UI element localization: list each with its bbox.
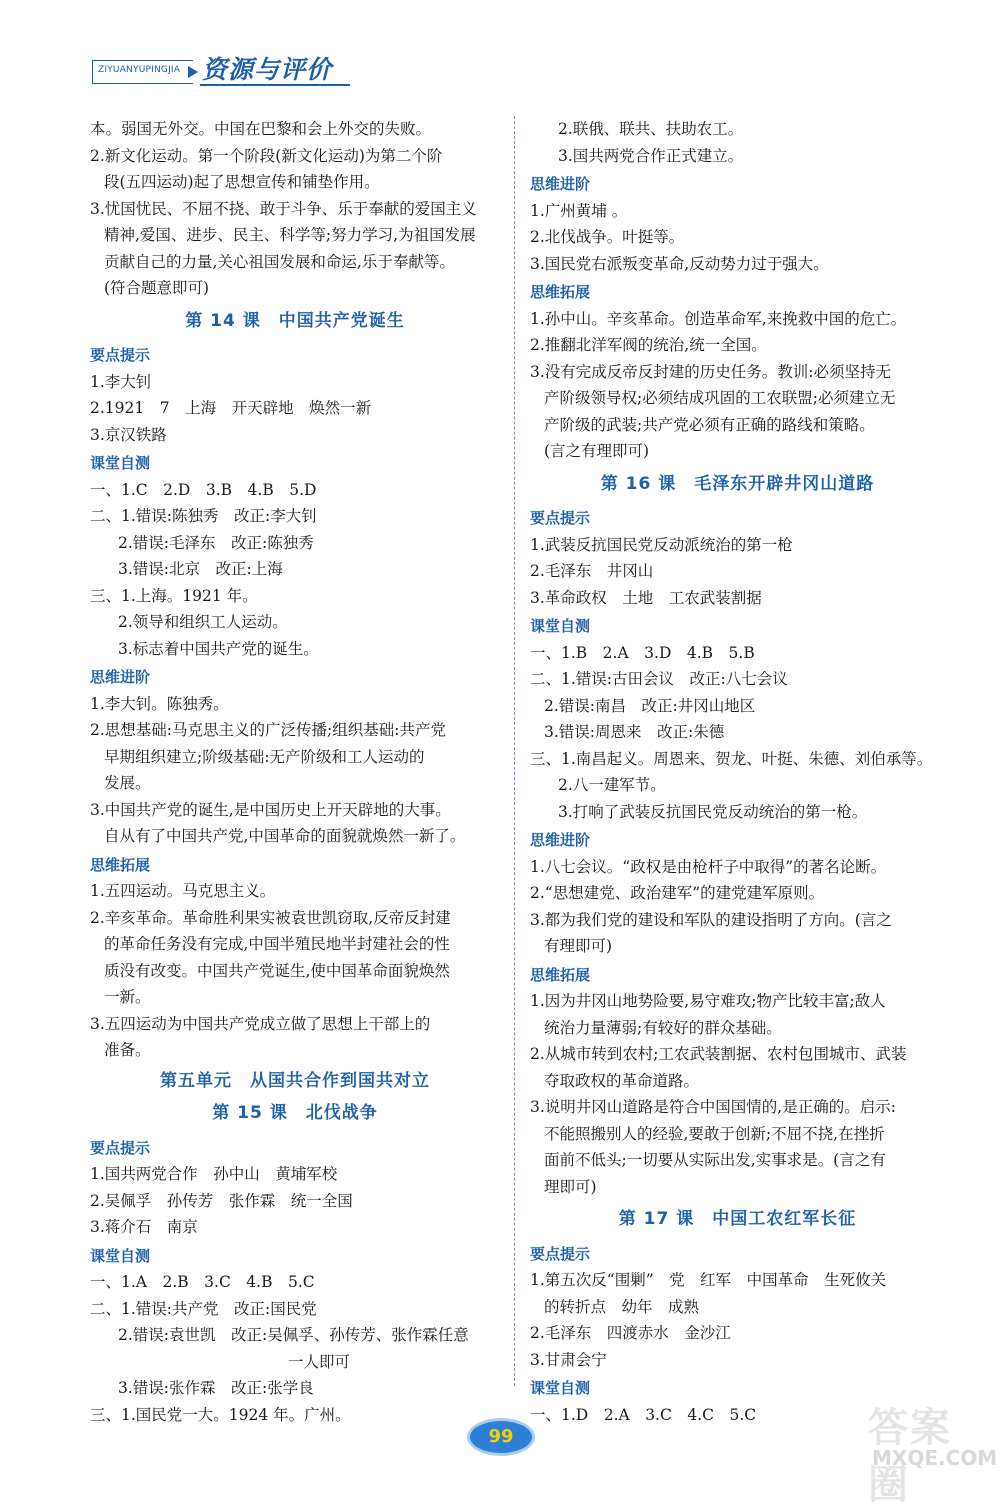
unit-title: 第五单元 从国共合作到国共对立	[160, 1070, 430, 1091]
answer-line: 本。弱国无外交。中国在巴黎和会上外交的失败。	[90, 120, 432, 138]
answer-line: 面前不低头;一切要从实际出发,实事求是。(言之有	[544, 1151, 886, 1169]
section-heading: 思维进阶	[530, 175, 591, 193]
answer-line: 2.毛泽东 井冈山	[530, 562, 654, 580]
answer-line: 1.李大钊。陈独秀。	[90, 694, 229, 713]
lesson-title: 第 16 课 毛泽东开辟井冈山道路	[600, 473, 875, 494]
column-divider	[514, 116, 515, 1386]
answer-line: 3.错误:北京 改正:上海	[118, 560, 283, 578]
answer-line: 二、1.错误:陈独秀 改正:李大钊	[90, 507, 317, 525]
answer-line: 2.错误:南昌 改正:井冈山地区	[544, 696, 756, 715]
answer-line: 二、1.错误:共产党 改正:国民党	[90, 1299, 317, 1318]
section-heading: 思维拓展	[530, 965, 591, 984]
answer-line: (符合题意即可)	[104, 279, 210, 297]
answer-line: 2.思想基础:马克思主义的广泛传播;组织基础:共产党	[90, 721, 446, 739]
answer-line: 2.毛泽东 四渡赤水 金沙江	[530, 1324, 731, 1342]
watermark-text-top: 答案圈	[868, 1405, 952, 1508]
answer-line: 1.八七会议。“政权是由枪杆子中取得”的著名论断。	[530, 857, 887, 876]
lesson-title: 第 15 课 北伐战争	[212, 1103, 378, 1123]
answer-line: 3.忧国忧民、不屈不挠、敢于斗争、乐于奉献的爱国主义	[90, 199, 477, 218]
answer-line: 2.新文化运动。第一个阶段(新文化运动)为第二个阶	[90, 146, 443, 165]
answer-line: 3.都为我们党的建设和军队的建设指明了方向。(言之	[530, 910, 892, 929]
watermark-logo	[862, 1396, 998, 1508]
answer-line: 2.错误:毛泽东 改正:陈独秀	[118, 533, 314, 552]
answer-line: 1.国共两党合作 孙中山 黄埔军校	[90, 1165, 338, 1183]
answer-line: 3.五四运动为中国共产党成立做了思想上干部上的	[90, 1014, 431, 1033]
section-heading: 课堂自测	[90, 454, 151, 472]
answer-line: 2.辛亥革命。革命胜利果实被袁世凯窃取,反帝反封建	[90, 908, 451, 927]
section-heading: 课堂自测	[530, 1379, 591, 1397]
section-heading: 要点提示	[90, 346, 151, 364]
answer-line: (言之有理即可)	[544, 442, 650, 460]
answer-line: 1.第五次反“围剿” 党 红军 中国革命 生死攸关	[530, 1271, 887, 1289]
answer-line: 有理即可)	[544, 937, 613, 955]
answer-line: 2.从城市转到农村;工农武装割据、农村包围城市、武装	[530, 1045, 907, 1063]
page-header	[92, 48, 352, 94]
lesson-title: 第 14 课 中国共产党诞生	[185, 310, 405, 331]
answer-line: 自从有了中国共产党,中国革命的面貌就焕然一新了。	[104, 827, 466, 845]
page-number-badge	[470, 1421, 532, 1453]
answer-line: 一、1.A 2.B 3.C 4.B 5.C	[90, 1273, 315, 1291]
answer-line: 二、1.错误:古田会议 改正:八七会议	[530, 670, 788, 688]
answer-line: 2.领导和组织工人运动。	[118, 613, 288, 631]
answer-line: 3.没有完成反帝反封建的历史任务。教训:必须坚持无	[530, 362, 892, 381]
answer-line: 3.标志着中国共产党的诞生。	[118, 639, 319, 658]
section-heading: 要点提示	[530, 1244, 591, 1263]
header-title: 资源与评价	[202, 55, 333, 84]
answer-line: 早期组织建立;阶级基础:无产阶级和工人运动的	[104, 747, 425, 766]
answer-line: 一、1.C 2.D 3.B 4.B 5.D	[90, 480, 317, 499]
section-heading: 思维拓展	[90, 855, 151, 874]
answer-line: 3.中国共产党的诞生,是中国历史上开天辟地的大事。	[90, 800, 451, 819]
answer-line: 1.李大钊	[90, 372, 152, 391]
answer-line: 2.错误:袁世凯 改正:吴佩孚、孙传芳、张作霖任意	[118, 1326, 469, 1344]
answer-line: 2.吴佩孚 孙传芳 张作霖 统一全国	[90, 1191, 353, 1210]
answer-line: 一、1.B 2.A 3.D 4.B 5.B	[530, 643, 755, 662]
answer-line: 段(五四运动)起了思想宣传和铺垫作用。	[104, 173, 380, 191]
answer-line: 1.广州黄埔 。	[530, 201, 628, 220]
answer-line: 准备。	[104, 1041, 151, 1059]
answer-line: 1.孙中山。辛亥革命。创造革命军,来挽救中国的危亡。	[530, 309, 907, 328]
answer-line: 不能照搬别人的经验,要敢于创新;不屈不挠,在挫折	[544, 1124, 885, 1143]
answer-line: 产阶级领导权;必须结成巩固的工农联盟;必须建立无	[544, 389, 896, 407]
answer-line: 夺取政权的革命道路。	[544, 1071, 700, 1090]
answer-line: 精神,爱国、进步、民主、科学等;努力学习,为祖国发展	[104, 226, 476, 244]
answer-line: 的转折点 幼年 成熟	[544, 1297, 700, 1316]
answer-line: 3.革命政权 土地 工农武装割据	[530, 588, 762, 607]
answer-line: 质没有改变。中国共产党诞生,使中国革命面貌焕然	[104, 961, 450, 980]
right-column	[530, 116, 945, 1428]
answer-line: 3.国民党右派叛变革命,反动势力过于强大。	[530, 254, 829, 273]
section-heading: 思维进阶	[90, 668, 151, 686]
answer-line: 三、1.上海。1921 年。	[90, 586, 258, 605]
watermark-text-bottom: MXQE.COM	[872, 1446, 998, 1470]
answer-line: 1.因为井冈山地势险要,易守难攻;物产比较丰富;敌人	[530, 992, 886, 1010]
answer-line: 2.“思想建党、政治建军”的建党建军原则。	[530, 884, 825, 902]
answer-line: 2.1921 7 上海 开天辟地 焕然一新	[90, 399, 372, 417]
answer-line: 3.说明井冈山道路是符合中国国情的,是正确的。启示:	[530, 1098, 896, 1116]
answer-line: 1.五四运动。马克思主义。	[90, 882, 276, 900]
answer-line: 发展。	[104, 774, 151, 792]
answer-line: 3.国共两党合作正式建立。	[558, 146, 744, 165]
header-subtitle: ZIYUANYUPINGJIA	[98, 65, 181, 75]
header-arrow-icon	[188, 66, 198, 78]
section-heading: 要点提示	[90, 1138, 151, 1157]
section-heading: 课堂自测	[530, 617, 591, 635]
section-heading: 思维进阶	[530, 831, 591, 849]
answer-line: 3.甘肃会宁	[530, 1350, 607, 1369]
answer-line: 1.武装反抗国民党反动派统治的第一枪	[530, 535, 793, 554]
answer-line: 三、1.南昌起义。周恩来、贺龙、叶挺、朱德、刘伯承等。	[530, 749, 933, 768]
section-heading: 思维拓展	[530, 283, 591, 301]
lesson-title: 第 17 课 中国工农红军长征	[618, 1209, 857, 1229]
answer-line: 2.联俄、联共、扶助农工。	[558, 120, 744, 138]
answer-line: 3.蒋介石 南京	[90, 1218, 198, 1236]
answer-line: 一、1.D 2.A 3.C 4.C 5.C	[530, 1405, 757, 1424]
answer-line: 3.京汉铁路	[90, 425, 167, 444]
answer-line: 产阶级的武装;共产党必须有正确的路线和策略。	[544, 415, 875, 434]
answer-line: 2.八一建军节。	[558, 776, 666, 794]
answer-line: 统治力量薄弱;有较好的群众基础。	[544, 1018, 782, 1037]
answer-line: 3.错误:张作霖 改正:张学良	[118, 1379, 314, 1397]
answer-line: 2.推翻北洋军阀的统治,统一全国。	[530, 336, 767, 354]
answer-line: 三、1.国民党一大。1924 年。广州。	[90, 1405, 351, 1424]
answer-line: 贡献自己的力量,关心祖国发展和命运,乐于奉献等。	[104, 252, 455, 271]
answer-line: 3.错误:周恩来 改正:朱德	[544, 723, 725, 741]
answer-line: 的革命任务没有完成,中国半殖民地半封建社会的性	[104, 935, 450, 953]
header-underline	[200, 84, 350, 86]
section-heading: 课堂自测	[90, 1246, 151, 1265]
answer-line: 理即可)	[544, 1177, 597, 1196]
page-number: 99	[488, 1426, 514, 1447]
left-column	[90, 116, 500, 1428]
answer-line: 2.北伐战争。叶挺等。	[530, 228, 685, 246]
section-heading: 要点提示	[530, 509, 591, 527]
answer-line: 3.打响了武装反抗国民党反动统治的第一枪。	[558, 802, 868, 821]
answer-line: 一人即可	[288, 1352, 351, 1371]
answer-line: 一新。	[104, 988, 151, 1006]
